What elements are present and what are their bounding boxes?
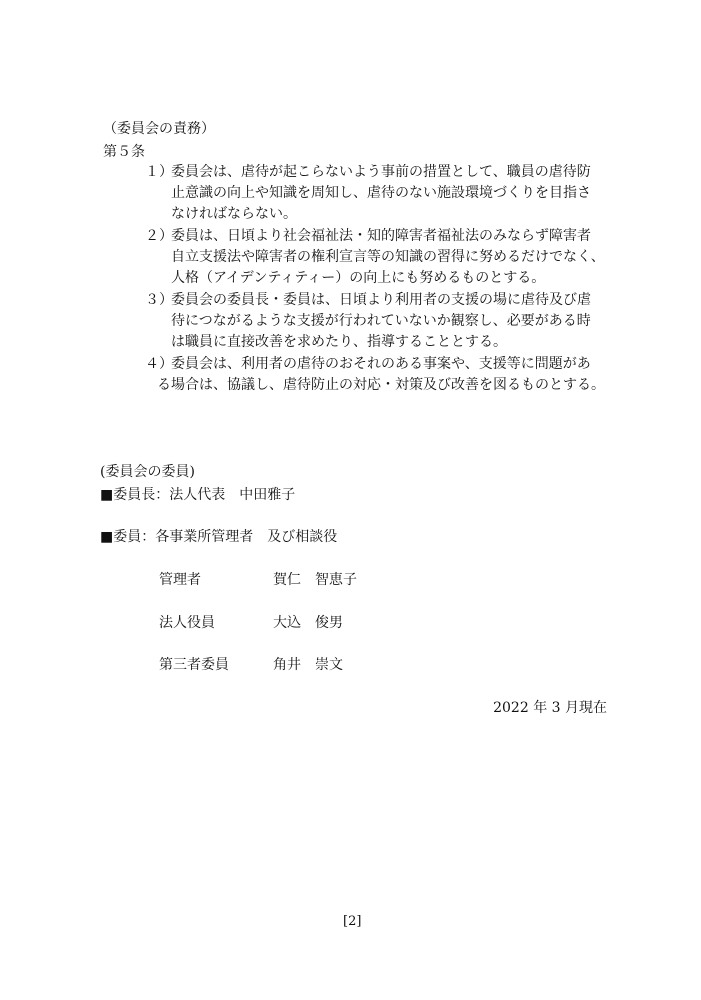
member-role: 法人役員 bbox=[159, 615, 215, 631]
article-heading: （委員会の責務） bbox=[103, 121, 215, 137]
clause-number: ２） bbox=[145, 228, 173, 244]
committee-members: ■委員：各事業所管理者 及び相談役 bbox=[100, 529, 338, 545]
clause-line: 自立支援法や障害者の権利宣言等の知識の習得に努めるだけでなく、 bbox=[171, 249, 605, 265]
as-of-date: 2022 年 3 月現在 bbox=[493, 700, 607, 716]
member-name: 角井 崇文 bbox=[273, 657, 343, 673]
clause-number: １） bbox=[145, 164, 173, 180]
member-name: 賀仁 智恵子 bbox=[273, 572, 357, 588]
page-number: [2] bbox=[343, 914, 362, 929]
member-name: 大込 俊男 bbox=[273, 615, 343, 631]
clause-line: 委員会は、利用者の虐待のおそれのある事案や、支援等に問題があ bbox=[171, 356, 591, 372]
clause-line: 委員は、日頃より社会福祉法・知的障害者福祉法のみならず障害者 bbox=[171, 228, 591, 244]
clause-line: る場合は、協議し、虐待防止の対応・対策及び改善を図るものとする。 bbox=[157, 377, 605, 393]
clause-line: 待につながるような支援が行われていないか観察し、必要がある時 bbox=[171, 313, 591, 329]
clause-number: ３） bbox=[145, 292, 173, 308]
clause-line: は職員に直接改善を求めたり、指導することとする。 bbox=[171, 334, 507, 350]
clause-line: 委員会の委員長・委員は、日頃より利用者の支援の場に虐待及び虐 bbox=[171, 292, 591, 308]
clause-number: ４） bbox=[145, 356, 173, 372]
member-role: 管理者 bbox=[159, 572, 201, 588]
clause-line: 止意識の向上や知識を周知し、虐待のない施設環境づくりを目指さ bbox=[171, 185, 591, 201]
clause-line: なければならない。 bbox=[171, 206, 297, 222]
clause-line: 人格（アイデンティティー）の向上にも努めるものとする。 bbox=[171, 270, 546, 286]
members-heading: (委員会の委員) bbox=[100, 464, 195, 480]
article-number: 第５条 bbox=[103, 144, 145, 160]
committee-chair: ■委員長：法人代表 中田雅子 bbox=[100, 487, 296, 503]
member-role: 第三者委員 bbox=[159, 657, 229, 673]
clause-line: 委員会は、虐待が起こらないよう事前の措置として、職員の虐待防 bbox=[171, 164, 591, 180]
